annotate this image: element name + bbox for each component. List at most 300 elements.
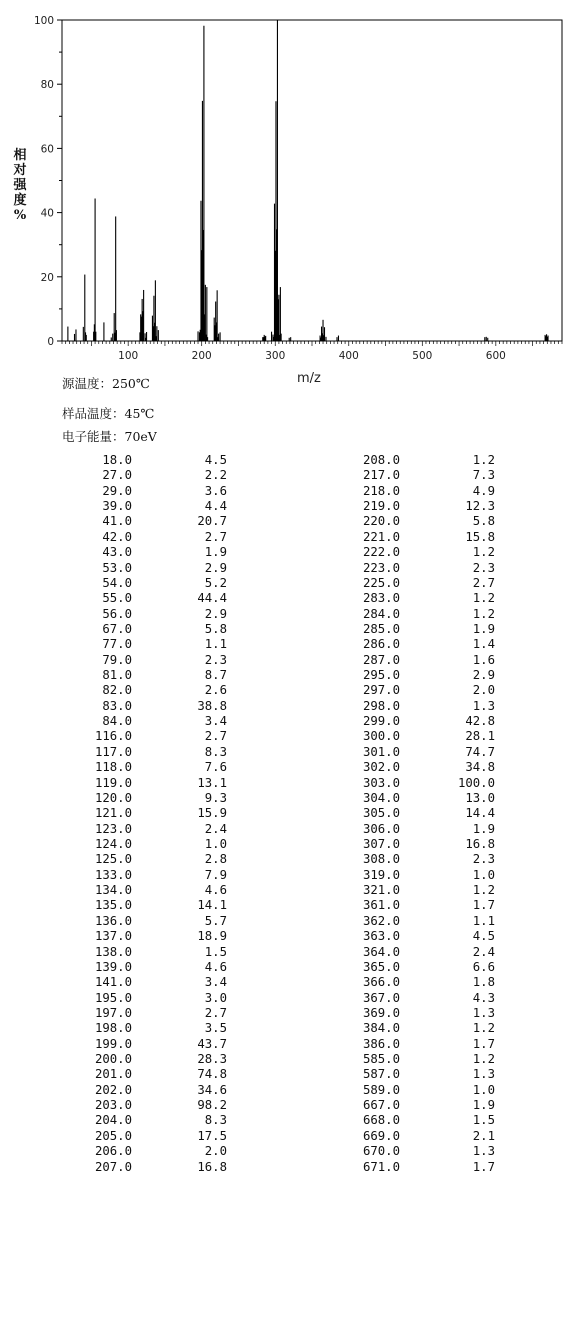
table-row	[330, 975, 495, 990]
table-row	[62, 699, 227, 714]
abundance-value: 1.2	[472, 1021, 495, 1036]
mz-value: 365.0	[362, 959, 400, 974]
mz-value: 203.0	[94, 1098, 132, 1113]
mz-value: 300.0	[362, 729, 400, 744]
table-row	[330, 699, 495, 714]
mz-value: 321.0	[362, 883, 400, 898]
abundance-value: 5.8	[204, 621, 227, 636]
mz-value: 42.0	[102, 529, 132, 544]
y-tick-label: 40	[40, 207, 54, 220]
abundance-value: 5.7	[204, 913, 227, 928]
table-row	[62, 714, 227, 729]
abundance-value: 1.2	[472, 453, 495, 467]
mz-value: 195.0	[94, 990, 132, 1005]
abundance-value: 8.7	[204, 668, 227, 683]
table-row	[330, 668, 495, 683]
mz-value: 384.0	[362, 1021, 400, 1036]
mz-value: 319.0	[362, 867, 400, 882]
table-row	[62, 1098, 227, 1113]
abundance-value: 3.4	[204, 714, 227, 729]
table-row	[62, 898, 227, 913]
table-row	[330, 822, 495, 837]
table-row	[330, 499, 495, 514]
mz-value: 197.0	[94, 1005, 132, 1020]
mz-value: 361.0	[362, 898, 400, 913]
mz-value: 301.0	[362, 744, 400, 759]
mz-value: 218.0	[362, 483, 400, 498]
abundance-value: 1.4	[472, 637, 495, 652]
table-row	[62, 530, 227, 545]
abundance-value: 2.2	[204, 468, 227, 483]
table-row	[62, 683, 227, 698]
mz-value: 53.0	[102, 560, 132, 575]
abundance-value: 1.6	[472, 652, 495, 667]
abundance-value: 1.3	[472, 1144, 495, 1159]
abundance-value: 42.8	[465, 714, 495, 729]
table-row	[62, 484, 227, 499]
table-row	[62, 514, 227, 529]
table-row	[330, 637, 495, 652]
abundance-value: 38.8	[197, 698, 227, 713]
mz-value: 207.0	[94, 1159, 132, 1174]
table-row	[62, 576, 227, 591]
mz-value: 670.0	[362, 1144, 400, 1159]
table-row	[330, 776, 495, 791]
mz-value: 369.0	[362, 1005, 400, 1020]
abundance-value: 1.1	[472, 913, 495, 928]
mz-value: 668.0	[362, 1113, 400, 1128]
mz-value: 39.0	[102, 499, 132, 514]
mz-value: 141.0	[94, 975, 132, 990]
mz-value: 136.0	[94, 913, 132, 928]
abundance-value: 20.7	[197, 514, 227, 529]
table-row	[330, 1144, 495, 1159]
table-row	[330, 791, 495, 806]
mz-value: 117.0	[94, 744, 132, 759]
table-row	[330, 1160, 495, 1175]
table-row	[62, 760, 227, 775]
abundance-value: 2.7	[472, 575, 495, 590]
abundance-value: 2.7	[204, 729, 227, 744]
table-row	[62, 991, 227, 1006]
abundance-value: 8.3	[204, 744, 227, 759]
mz-value: 307.0	[362, 836, 400, 851]
mz-value: 199.0	[94, 1036, 132, 1051]
table-row	[62, 1067, 227, 1082]
table-row	[62, 914, 227, 929]
abundance-value: 1.2	[472, 883, 495, 898]
table-row	[62, 868, 227, 883]
mz-value: 286.0	[362, 637, 400, 652]
abundance-value: 17.5	[197, 1128, 227, 1143]
table-row	[62, 822, 227, 837]
table-row	[330, 1037, 495, 1052]
mz-value: 137.0	[94, 929, 132, 944]
abundance-value: 1.9	[472, 1098, 495, 1113]
abundance-value: 2.7	[204, 529, 227, 544]
table-row	[62, 607, 227, 622]
abundance-value: 1.8	[472, 975, 495, 990]
abundance-value: 5.8	[472, 514, 495, 529]
table-row	[330, 837, 495, 852]
x-tick-label: 600	[485, 350, 506, 362]
mz-value: 386.0	[362, 1036, 400, 1051]
x-tick-label: 500	[412, 350, 433, 362]
table-row	[62, 499, 227, 514]
abundance-value: 3.6	[204, 483, 227, 498]
abundance-value: 2.9	[472, 668, 495, 683]
table-row	[62, 776, 227, 791]
abundance-value: 12.3	[465, 499, 495, 514]
abundance-value: 16.8	[197, 1159, 227, 1174]
x-tick-label: 300	[265, 350, 286, 362]
table-row	[62, 852, 227, 867]
table-row	[330, 1129, 495, 1144]
abundance-value: 44.4	[197, 591, 227, 606]
table-row	[62, 1052, 227, 1067]
table-row	[330, 545, 495, 560]
y-axis-label-char: %	[13, 208, 27, 223]
y-axis-label-char: 对	[13, 163, 27, 178]
abundance-value: 7.6	[204, 760, 227, 775]
y-tick-label: 60	[40, 143, 54, 156]
table-row	[330, 1067, 495, 1082]
abundance-value: 1.3	[472, 1005, 495, 1020]
abundance-value: 1.7	[472, 1159, 495, 1174]
mz-value: 56.0	[102, 606, 132, 621]
mz-value: 18.0	[102, 453, 132, 467]
abundance-value: 15.8	[465, 529, 495, 544]
mz-value: 121.0	[94, 806, 132, 821]
mz-value: 205.0	[94, 1128, 132, 1143]
y-axis-label-char: 强	[13, 178, 27, 193]
mz-value: 362.0	[362, 913, 400, 928]
abundance-value: 4.4	[204, 499, 227, 514]
abundance-value: 1.3	[472, 698, 495, 713]
table-row	[62, 960, 227, 975]
source-temperature: 源温度：250℃	[62, 376, 150, 391]
y-tick-label: 0	[47, 336, 54, 348]
mz-value: 367.0	[362, 990, 400, 1005]
mz-value: 223.0	[362, 560, 400, 575]
mz-value: 77.0	[102, 637, 132, 652]
table-row	[62, 1113, 227, 1128]
mz-value: 206.0	[94, 1144, 132, 1159]
abundance-value: 7.9	[204, 867, 227, 882]
table-row	[62, 622, 227, 637]
x-tick-label: 100	[118, 350, 139, 362]
table-row	[62, 837, 227, 852]
mz-value: 43.0	[102, 545, 132, 560]
table-row	[330, 883, 495, 898]
table-row	[62, 561, 227, 576]
abundance-value: 15.9	[197, 806, 227, 821]
table-row	[330, 914, 495, 929]
abundance-value: 14.4	[465, 806, 495, 821]
mz-value: 222.0	[362, 545, 400, 560]
abundance-value: 1.1	[204, 637, 227, 652]
table-row	[330, 591, 495, 606]
table-row	[330, 1021, 495, 1036]
abundance-value: 28.1	[465, 729, 495, 744]
y-tick-label: 80	[40, 79, 54, 92]
mz-value: 119.0	[94, 775, 132, 790]
abundance-value: 2.4	[204, 821, 227, 836]
abundance-value: 1.5	[472, 1113, 495, 1128]
abundance-value: 1.7	[472, 1036, 495, 1051]
table-row	[330, 653, 495, 668]
table-row	[330, 1083, 495, 1098]
table-row	[62, 883, 227, 898]
abundance-value: 2.8	[204, 852, 227, 867]
abundance-value: 1.2	[472, 591, 495, 606]
table-row	[62, 1021, 227, 1036]
mz-value: 208.0	[362, 453, 400, 467]
abundance-value: 9.3	[204, 790, 227, 805]
abundance-value: 5.2	[204, 575, 227, 590]
table-row	[62, 1006, 227, 1021]
mz-value: 585.0	[362, 1052, 400, 1067]
mz-value: 284.0	[362, 606, 400, 621]
peak-table-right	[330, 453, 495, 1175]
abundance-value: 16.8	[465, 836, 495, 851]
sample-temperature: 样品温度：45℃	[62, 406, 155, 421]
x-axis-label: m/z	[297, 371, 321, 386]
abundance-value: 1.2	[472, 1052, 495, 1067]
abundance-value: 43.7	[197, 1036, 227, 1051]
mz-value: 200.0	[94, 1052, 132, 1067]
table-row	[62, 791, 227, 806]
mz-value: 308.0	[362, 852, 400, 867]
table-row	[62, 1144, 227, 1159]
mz-value: 41.0	[102, 514, 132, 529]
mz-value: 217.0	[362, 468, 400, 483]
table-row	[62, 468, 227, 483]
abundance-value: 74.7	[465, 744, 495, 759]
abundance-value: 1.5	[204, 944, 227, 959]
table-row	[330, 929, 495, 944]
mz-value: 79.0	[102, 652, 132, 667]
table-row	[330, 745, 495, 760]
mz-value: 298.0	[362, 698, 400, 713]
mz-value: 55.0	[102, 591, 132, 606]
mz-value: 587.0	[362, 1067, 400, 1082]
mz-value: 125.0	[94, 852, 132, 867]
mz-value: 304.0	[362, 790, 400, 805]
abundance-value: 2.3	[472, 560, 495, 575]
abundance-value: 14.1	[197, 898, 227, 913]
mz-value: 84.0	[102, 714, 132, 729]
abundance-value: 1.7	[472, 898, 495, 913]
table-row	[62, 1083, 227, 1098]
abundance-value: 4.3	[472, 990, 495, 1005]
table-row	[62, 929, 227, 944]
abundance-value: 3.5	[204, 1021, 227, 1036]
table-row	[330, 714, 495, 729]
x-tick-label: 400	[338, 350, 359, 362]
table-row	[330, 806, 495, 821]
table-row	[330, 868, 495, 883]
mz-value: 123.0	[94, 821, 132, 836]
table-row	[330, 1098, 495, 1113]
table-row	[330, 530, 495, 545]
table-row	[62, 745, 227, 760]
table-row	[330, 960, 495, 975]
mz-value: 297.0	[362, 683, 400, 698]
mz-value: 589.0	[362, 1082, 400, 1097]
table-row	[62, 945, 227, 960]
mz-value: 295.0	[362, 668, 400, 683]
mz-value: 138.0	[94, 944, 132, 959]
mz-value: 366.0	[362, 975, 400, 990]
mz-value: 363.0	[362, 929, 400, 944]
mz-value: 221.0	[362, 529, 400, 544]
abundance-value: 1.0	[472, 867, 495, 882]
mz-value: 124.0	[94, 836, 132, 851]
abundance-value: 4.5	[472, 929, 495, 944]
table-row	[330, 1052, 495, 1067]
abundance-value: 6.6	[472, 959, 495, 974]
abundance-value: 2.9	[204, 606, 227, 621]
table-row	[62, 653, 227, 668]
abundance-value: 1.3	[472, 1067, 495, 1082]
mz-value: 305.0	[362, 806, 400, 821]
mz-value: 671.0	[362, 1159, 400, 1174]
mz-value: 118.0	[94, 760, 132, 775]
table-row	[330, 468, 495, 483]
mz-value: 202.0	[94, 1082, 132, 1097]
table-row	[62, 806, 227, 821]
abundance-value: 2.3	[472, 852, 495, 867]
mz-value: 669.0	[362, 1128, 400, 1143]
abundance-value: 2.4	[472, 944, 495, 959]
table-row	[330, 1113, 495, 1128]
table-row	[62, 975, 227, 990]
table-row	[62, 591, 227, 606]
table-row	[62, 545, 227, 560]
abundance-value: 4.6	[204, 959, 227, 974]
table-row	[330, 607, 495, 622]
table-row	[330, 683, 495, 698]
mz-value: 204.0	[94, 1113, 132, 1128]
abundance-value: 1.0	[204, 836, 227, 851]
abundance-value: 34.8	[465, 760, 495, 775]
mz-value: 667.0	[362, 1098, 400, 1113]
abundance-value: 1.2	[472, 545, 495, 560]
table-row	[62, 668, 227, 683]
table-row	[330, 852, 495, 867]
mz-value: 81.0	[102, 668, 132, 683]
abundance-value: 1.9	[204, 545, 227, 560]
mz-value: 198.0	[94, 1021, 132, 1036]
table-row	[330, 576, 495, 591]
mz-value: 54.0	[102, 575, 132, 590]
abundance-value: 2.3	[204, 652, 227, 667]
abundance-value: 3.0	[204, 990, 227, 1005]
abundance-value: 2.0	[472, 683, 495, 698]
abundance-value: 98.2	[197, 1098, 227, 1113]
abundance-value: 4.6	[204, 883, 227, 898]
table-row	[330, 729, 495, 744]
abundance-value: 74.8	[197, 1067, 227, 1082]
abundance-value: 28.3	[197, 1052, 227, 1067]
y-tick-label: 20	[40, 271, 54, 284]
table-row	[330, 453, 495, 468]
abundance-value: 4.9	[472, 483, 495, 498]
mz-value: 82.0	[102, 683, 132, 698]
abundance-value: 34.6	[197, 1082, 227, 1097]
mz-value: 306.0	[362, 821, 400, 836]
abundance-value: 1.9	[472, 621, 495, 636]
mz-value: 303.0	[362, 775, 400, 790]
mz-value: 201.0	[94, 1067, 132, 1082]
table-row	[62, 637, 227, 652]
table-row	[330, 484, 495, 499]
abundance-value: 18.9	[197, 929, 227, 944]
abundance-value: 1.2	[472, 606, 495, 621]
mz-value: 220.0	[362, 514, 400, 529]
mz-value: 302.0	[362, 760, 400, 775]
plot-frame	[62, 20, 562, 341]
abundance-value: 2.0	[204, 1144, 227, 1159]
mz-value: 219.0	[362, 499, 400, 514]
y-axis-label	[12, 148, 28, 223]
abundance-value: 100.0	[457, 775, 495, 790]
mz-value: 225.0	[362, 575, 400, 590]
abundance-value: 13.1	[197, 775, 227, 790]
table-row	[330, 991, 495, 1006]
abundance-value: 1.9	[472, 821, 495, 836]
y-axis-label-char: 度	[13, 193, 27, 208]
table-row	[62, 453, 227, 468]
mass-spectrum-chart	[0, 0, 570, 372]
abundance-value: 1.0	[472, 1082, 495, 1097]
electron-energy: 电子能量：70eV	[62, 429, 157, 444]
mz-value: 299.0	[362, 714, 400, 729]
y-tick-label: 100	[33, 15, 54, 27]
table-row	[330, 898, 495, 913]
mz-value: 120.0	[94, 790, 132, 805]
abundance-value: 2.7	[204, 1005, 227, 1020]
table-row	[62, 1037, 227, 1052]
table-row	[62, 1129, 227, 1144]
abundance-value: 7.3	[472, 468, 495, 483]
mz-value: 287.0	[362, 652, 400, 667]
mz-value: 139.0	[94, 959, 132, 974]
table-row	[330, 622, 495, 637]
table-row	[330, 760, 495, 775]
mz-value: 133.0	[94, 867, 132, 882]
mz-value: 27.0	[102, 468, 132, 483]
mz-value: 285.0	[362, 621, 400, 636]
table-row	[62, 729, 227, 744]
table-row	[330, 1006, 495, 1021]
mz-value: 135.0	[94, 898, 132, 913]
x-tick-label: 200	[191, 350, 212, 362]
abundance-value: 3.4	[204, 975, 227, 990]
mz-value: 116.0	[94, 729, 132, 744]
table-row	[62, 1160, 227, 1175]
table-row	[330, 514, 495, 529]
mz-value: 83.0	[102, 698, 132, 713]
mz-value: 29.0	[102, 483, 132, 498]
abundance-value: 2.1	[472, 1128, 495, 1143]
abundance-value: 4.5	[204, 453, 227, 467]
mz-value: 364.0	[362, 944, 400, 959]
peak-table-left	[62, 453, 227, 1175]
abundance-value: 2.6	[204, 683, 227, 698]
abundance-value: 2.9	[204, 560, 227, 575]
